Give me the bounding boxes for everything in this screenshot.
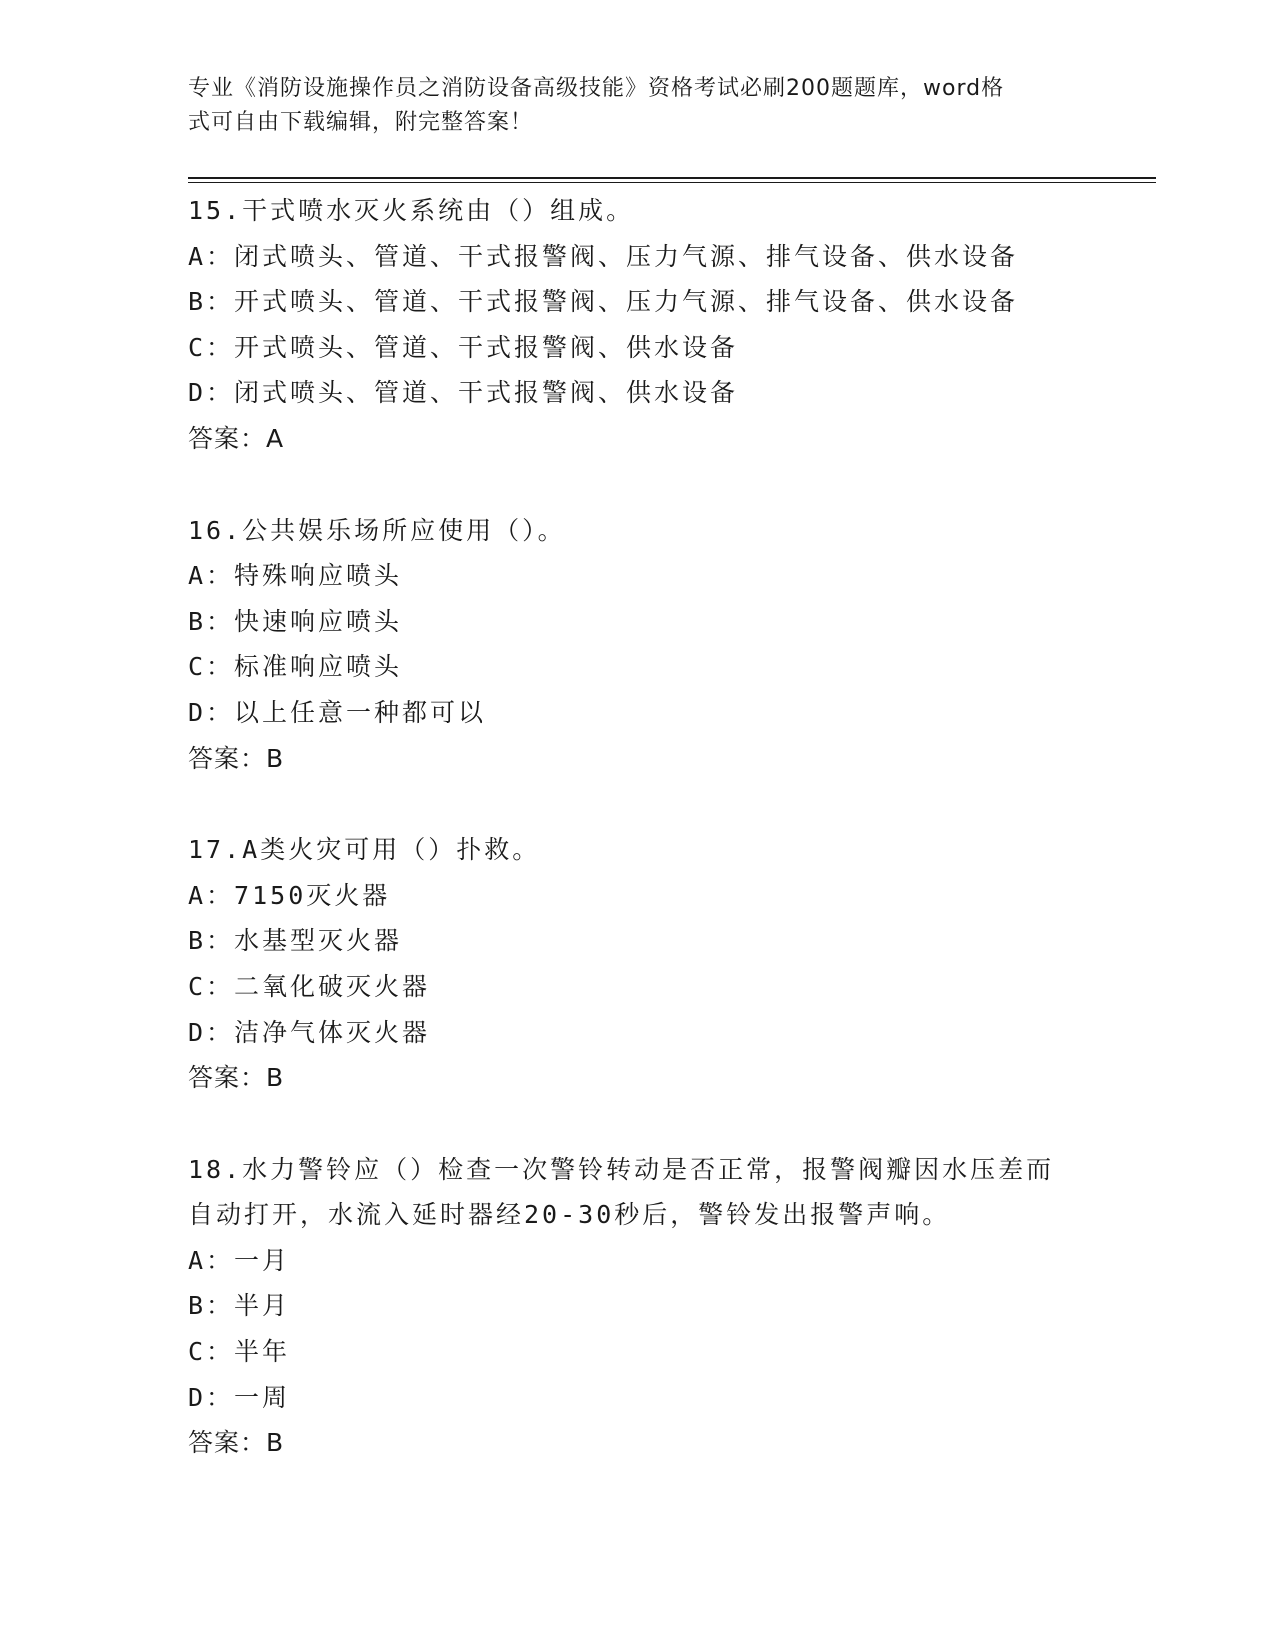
option-c: C：开式喷头、管道、干式报警阀、供水设备 [188,332,739,362]
question-stem: 16.公共娱乐场所应使用（）。 [188,515,566,545]
answer-label: 答案：B [188,1063,285,1093]
option-b: B：开式喷头、管道、干式报警阀、压力气源、排气设备、供水设备 [188,287,1019,317]
option-d: D：以上任意一种都可以 [188,697,487,727]
option-a: A：闭式喷头、管道、干式报警阀、压力气源、排气设备、供水设备 [188,241,1019,271]
option-c: C：标准响应喷头 [188,652,403,682]
question-17 [188,827,1088,1101]
option-d: D：闭式喷头、管道、干式报警阀、供水设备 [188,378,739,408]
answer-label: 答案：B [188,1428,285,1458]
header-divider-thick [188,177,1156,179]
question-stem-line-2: 自动打开，水流入延时器经20-30秒后，警铃发出报警声响。 [188,1200,951,1230]
question-stem: 17.A类火灾可用（）扑救。 [188,835,541,865]
question-stem: 15.干式喷水灭火系统由（）组成。 [188,196,635,225]
option-d: D：一周 [188,1382,291,1412]
question-list [188,188,1088,1512]
header-line-1: 专业《消防设施操作员之消防设备高级技能》资格考试必刷200题题库，word格 [188,76,1005,101]
question-18 [188,1147,1088,1466]
document-header [188,72,1068,140]
answer-label: 答案：B [188,743,285,773]
option-c: C：半年 [188,1337,291,1367]
option-a: A：一月 [188,1245,291,1275]
option-a: A：特殊响应喷头 [188,561,403,591]
header-line-2: 式可自由下载编辑，附完整答案！ [188,110,534,135]
option-b: B：快速响应喷头 [188,606,403,636]
option-b: B：半月 [188,1291,291,1321]
option-c: C：二氧化破灭火器 [188,971,431,1001]
option-d: D：洁净气体灭火器 [188,1017,431,1047]
option-b: B：水基型灭火器 [188,926,403,956]
option-a: A：7150灭火器 [188,880,391,910]
header-divider-thin [188,182,1156,183]
question-16 [188,508,1088,782]
question-15 [188,188,1088,462]
question-stem-line-1: 18.水力警铃应（）检查一次警铃转动是否正常，报警阀瓣因水压差而 [188,1154,1055,1184]
answer-label: 答案：A [188,423,285,453]
